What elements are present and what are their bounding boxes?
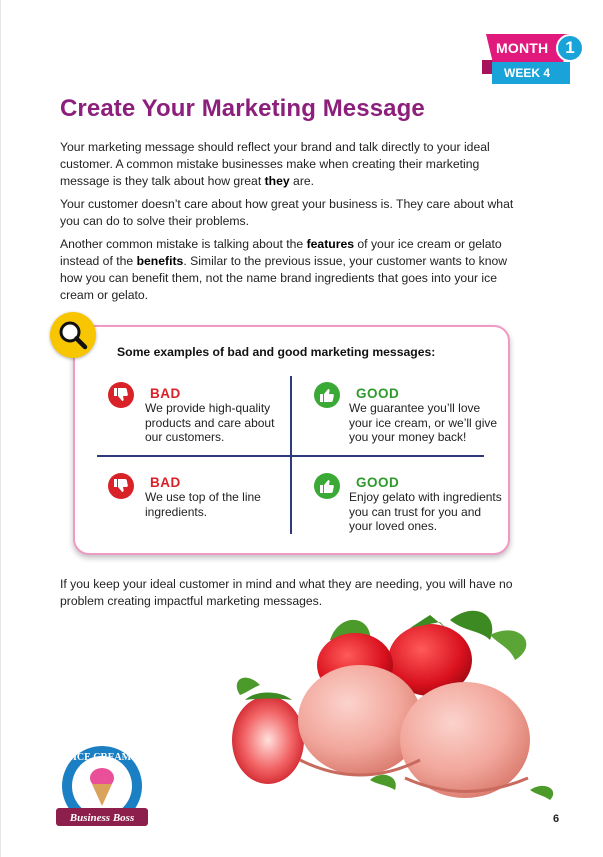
- logo-top-text: ICE CREAM: [72, 752, 132, 763]
- ice-cream-strawberries-image: [200, 600, 603, 820]
- ice-cream-business-boss-logo: [54, 742, 150, 842]
- example-text: Enjoy gelato with ingredients you can trust for you and your loved ones.: [349, 490, 502, 533]
- paragraph-1-text-a: Your marketing message should reflect your brand and talk directly to your ideal customer. A common mistake businesses make when creating their marketing message is they talk about how great: [60, 140, 490, 188]
- thumbs-up-icon: [314, 473, 340, 499]
- week-label: WEEK 4: [504, 66, 551, 80]
- month-label: MONTH: [496, 40, 549, 56]
- examples-horizontal-divider: [97, 455, 484, 457]
- thumbs-down-icon: [108, 382, 134, 408]
- example-text: We provide high-quality products and care about our customers.: [145, 401, 275, 444]
- thumbs-down-icon: [108, 473, 134, 499]
- paragraph-2: Your customer doesn’t care about how great your business is. They care about what you can do to solve their problems.: [60, 197, 514, 228]
- paragraph-3-bold-features: features: [306, 237, 355, 251]
- month-number: 1: [556, 34, 584, 62]
- example-text: We guarantee you’ll love your ice cream, or we’ll give you your money back!: [349, 401, 498, 444]
- page-title: Create Your Marketing Message: [60, 95, 425, 122]
- paragraph-3-bold-benefits: benefits: [136, 254, 184, 268]
- paragraph-3-text-c: of your ice cream or gelato instead of the: [60, 237, 502, 268]
- month-week-badge: [482, 30, 586, 90]
- paragraph-3: [60, 236, 530, 304]
- magnifier-icon: [50, 312, 96, 358]
- paragraph-3-text-e: . Similar to the previous issue, your customer wants to know how you can benefit them, not the name brand ingredients that goes into your ice cream or gelato.: [60, 254, 508, 302]
- paragraph-1-bold-they: they: [264, 174, 290, 188]
- paragraph-3-text-a: Another common mistake is talking about the: [60, 237, 307, 251]
- paragraph-1: [60, 139, 530, 190]
- example-label: BAD: [150, 386, 181, 401]
- paragraph-4: If you keep your ideal customer in mind and what they are needing, you will have no problem creating impactful marketing messages.: [60, 577, 513, 608]
- example-label: GOOD: [356, 386, 400, 401]
- example-label: BAD: [150, 475, 181, 490]
- logo-bottom-text: Business Boss: [69, 812, 135, 824]
- page-number: 6: [553, 813, 560, 825]
- example-text: We use top of the line ingredients.: [145, 490, 261, 519]
- examples-heading: Some examples of bad and good marketing messages:: [117, 345, 436, 359]
- paragraph-1-text-c: are.: [289, 174, 315, 188]
- example-label: GOOD: [356, 475, 400, 490]
- thumbs-up-icon: [314, 382, 340, 408]
